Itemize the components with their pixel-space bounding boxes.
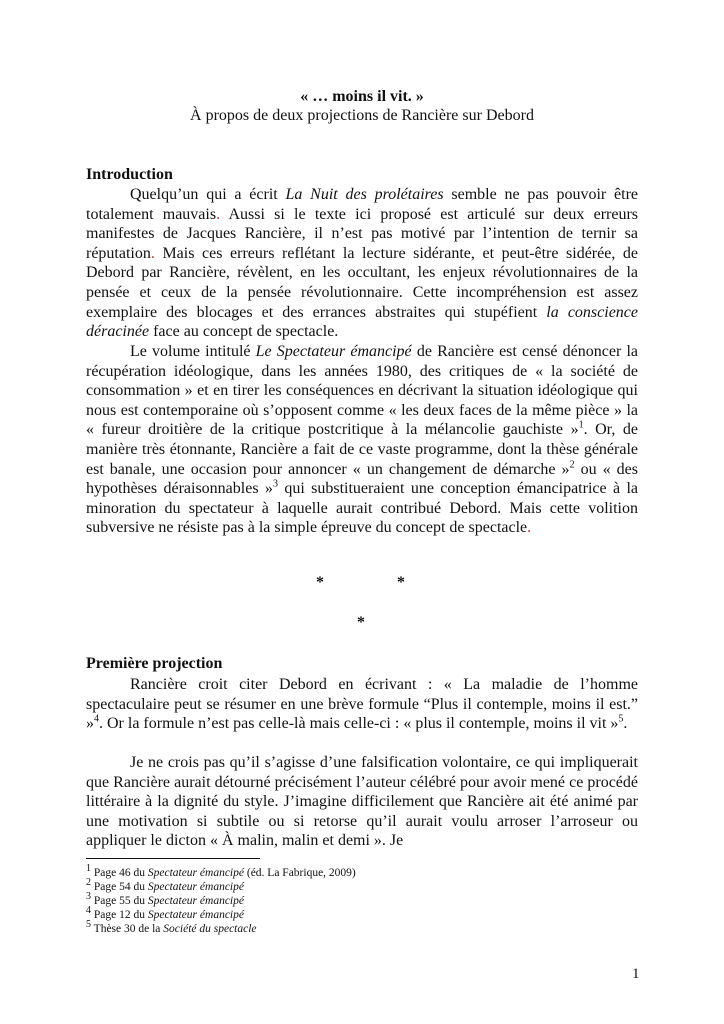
text-run: Thèse 30 de la: [93, 923, 164, 935]
paragraph-premiere-2: Je ne crois pas qu’il s’agisse d’une falsification volontaire, ce qui impliquerait que Rancière aurait détourné précisément l’auteur célébré pour avoir mené ce procédé littéraire à la dignité du style. J’imagine difficilement que Rancière ait été animé par une motivation si subtile ou si retorse qu’il aurait voulu arroser l’arroseur ou appliquer le dicton « À malin, malin et demi ». Je: [86, 754, 638, 850]
italic-title-nuit: La Nuit des prolétaires: [285, 186, 444, 203]
text-run: Page 12 du: [93, 909, 148, 921]
highlighted-period: .: [216, 205, 221, 223]
paragraph-premiere-1: [86, 675, 638, 734]
text-run: . Or la formule n’est pas celle-là mais celle-ci : « plus il contemple, moins il vit »: [99, 715, 619, 733]
italic-title: Spectateur émancipé: [147, 881, 244, 893]
text-run: Quelqu’un qui a écrit: [130, 186, 286, 203]
italic-title: Spectateur émancipé: [147, 909, 244, 921]
text-run: Aussi si le texte ici proposé est articulé sur deux erreurs manifestes de Jacques Rancière, il n’est pas motivé par l’intention de ternir sa réputation: [86, 205, 639, 262]
footnote-number: 5: [86, 919, 91, 931]
italic-title: Société du spectacle: [163, 923, 257, 935]
asterism-star: *: [316, 574, 324, 591]
section-heading-introduction: Introduction: [86, 166, 173, 183]
footnote-ref[interactable]: 1: [578, 420, 584, 432]
footnote-ref[interactable]: 5: [618, 713, 624, 725]
page-number: 1: [632, 966, 640, 982]
footnote-number: 4: [86, 905, 91, 917]
italic-title: Spectateur émancipé: [147, 867, 244, 879]
footnote-number: 2: [86, 877, 91, 889]
text-run: qui substitueraient une conception émancipatrice à la minoration du spectateur à laquelle aurait contribué Debord. Mais cette volition subversive ne résiste pas à la simple épreuve du concept de spectacle: [86, 480, 638, 537]
text-run: ou « des hypothèses déraisonnables »: [86, 460, 639, 498]
footnote-ref[interactable]: 2: [569, 459, 575, 471]
footnote-ref[interactable]: 3: [272, 478, 278, 490]
highlighted-period: .: [527, 519, 532, 537]
text-run: face au concept de spectacle.: [149, 323, 339, 341]
paragraph-intro-1: [86, 185, 638, 342]
paragraph-intro-2: [86, 342, 638, 538]
section-heading-premiere: Première projection: [86, 655, 223, 672]
text-run: Page 54 du: [93, 881, 148, 893]
asterism-star: *: [397, 574, 405, 591]
footnote-number: 1: [86, 863, 91, 875]
text-run: Le volume intitulé: [130, 343, 256, 360]
text-run: Mais ces erreurs reflétant la lecture sidérante, et peut-être sidérée, de Debord par Rancière, révèlent, en les occultant, les enjeux révolutionnaires de la pensée et ceux de la pensée révolutionnaire. Cette incompréhension est assez exemplaire des blocages et des errances abstraites qui stupéfient: [86, 244, 638, 321]
text-run: Page 55 du: [93, 895, 148, 907]
footnote-item: [86, 919, 356, 936]
footnote-number: 3: [86, 891, 91, 903]
text-run: . Or, de manière très étonnante, Rancière a fait de ce vaste programme, dont la thèse générale est banale, une occasion pour annoncer « un changement de démarche »: [86, 421, 639, 478]
text-run: de Rancière est censé dénoncer la récupération idéologique, dans les années 1980, des critiques de « la société de consommation » et en tirer les conséquences en décrivant la situation idéologique qui nous est contemporaine où s’opposent comme « les deux faces de la même pièce » la « fureur droitière de la critique postcritique à la mélancolie gauchiste »: [86, 343, 638, 439]
document-subtitle: À propos de deux projections de Rancière sur Debord: [190, 107, 534, 124]
footnote-item: [86, 905, 356, 922]
footnote-ref[interactable]: 4: [94, 713, 99, 725]
footnote-item: [86, 877, 356, 894]
footnote-item: [86, 863, 356, 880]
text-run: semble ne pas pouvoir être totalement mauvais: [86, 186, 639, 223]
footnotes: [86, 863, 356, 936]
italic-phrase: la conscience déracinée: [86, 303, 639, 341]
document-title: « … moins il vit. »: [300, 88, 424, 105]
text-run: .: [623, 715, 628, 733]
text-run: Page 46 du: [93, 867, 148, 879]
asterism-star: *: [357, 614, 365, 631]
footnote-item: [86, 891, 356, 908]
italic-title: Spectateur émancipé: [147, 895, 244, 907]
footnote-separator: [86, 858, 260, 859]
text-run: (éd. La Fabrique, 2009): [243, 867, 356, 879]
text-run: Rancière croit citer Debord en écrivant : « La maladie de l’homme spectaculaire peut se résumer en une brève formule “Plus il contemple, moins il est.” »: [86, 676, 638, 733]
italic-title-spectateur: Le Spectateur émancipé: [255, 343, 412, 360]
highlighted-period: .: [150, 244, 155, 262]
